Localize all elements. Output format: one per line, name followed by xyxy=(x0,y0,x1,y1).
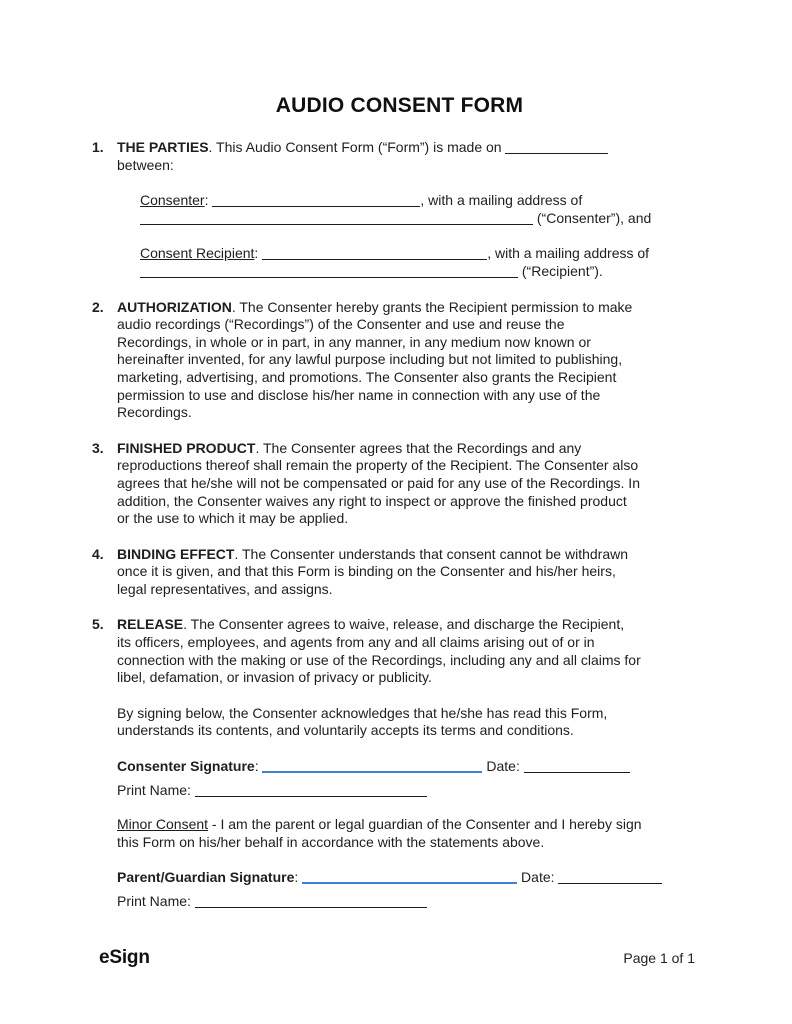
text-run: . The Consenter agrees that the Recordings and any xyxy=(255,439,582,456)
section-number: 1. xyxy=(92,139,104,155)
document-body xyxy=(92,139,707,911)
esign-logo: eSign xyxy=(99,947,150,968)
bold-label: BINDING EFFECT xyxy=(117,545,235,562)
bold-label: Consenter Signature xyxy=(117,758,255,775)
section-text xyxy=(117,546,707,599)
blank-line xyxy=(262,247,487,260)
acknowledgement-paragraph xyxy=(117,705,707,740)
recipient-clause xyxy=(140,245,707,280)
consenter-signature-field[interactable] xyxy=(262,760,482,773)
section-number: 5. xyxy=(92,616,104,633)
text-run: permission to use and disclose his/her name in connection with any use of the xyxy=(117,386,601,403)
blank-line xyxy=(195,784,427,797)
page-number: Page 1 of 1 xyxy=(623,950,695,966)
underlined-label: Consenter xyxy=(140,192,205,209)
text-run: By signing below, the Consenter acknowledges that he/she has read this Form, xyxy=(117,704,608,721)
text-run: - I am the parent or legal guardian of the Consenter and I hereby sign xyxy=(208,816,642,833)
consenter-print-name-row xyxy=(117,782,707,800)
text-run: , with a mailing address of xyxy=(487,245,650,262)
consenter-clause xyxy=(140,192,707,227)
guardian-signature-field[interactable] xyxy=(302,871,517,884)
guardian-print-name-row xyxy=(117,893,707,911)
text-run: (“Recipient”). xyxy=(518,262,603,279)
text-run: . The Consenter agrees to waive, release, and discharge the Recipient, xyxy=(183,616,625,633)
text-run: : xyxy=(254,245,263,262)
bold-label: AUTHORIZATION xyxy=(117,298,232,315)
text-run: Date: xyxy=(517,869,559,886)
text-run: (“Consenter”), and xyxy=(533,209,652,226)
section-number: 3. xyxy=(92,439,104,456)
section-finished-product xyxy=(92,440,707,528)
section-the-parties xyxy=(92,139,707,174)
guardian-signature-row xyxy=(117,869,707,887)
blank-line xyxy=(524,760,630,773)
text-run: Recordings, in whole or in part, in any manner, in any medium now known or xyxy=(117,333,591,350)
text-run: this Form on his/her behalf in accordance with the statements above. xyxy=(117,833,545,850)
text-run: audio recordings (“Recordings”) of the Consenter and use and reuse the xyxy=(117,316,565,333)
blank-line xyxy=(558,871,662,884)
blank-line xyxy=(505,141,608,154)
text-run: : xyxy=(204,192,213,209)
text-run: reproductions thereof shall remain the property of the Recipient. The Consenter also xyxy=(117,457,639,474)
section-authorization xyxy=(92,299,707,422)
consenter-signature-row xyxy=(117,758,707,776)
text-run: marketing, advertising, and promotions. The Consenter also grants the Recipient xyxy=(117,368,617,385)
text-run: understands its contents, and voluntarily accepts its terms and conditions. xyxy=(117,722,574,739)
text-run: , with a mailing address of xyxy=(420,192,583,209)
section-text xyxy=(117,440,707,528)
text-run: . This Audio Consent Form (“Form”) is made on xyxy=(208,139,506,155)
text-run: Print Name: xyxy=(117,893,195,909)
text-run: once it is given, and that this Form is binding on the Consenter and his/her heirs, xyxy=(117,563,616,580)
text-run: agrees that he/she will not be compensated or paid for any use of the Recordings. In xyxy=(117,474,640,491)
section-text xyxy=(117,299,707,422)
text-run: . The Consenter understands that consent cannot be withdrawn xyxy=(234,545,628,562)
text-run: . The Consenter hereby grants the Recipient permission to make xyxy=(231,298,633,315)
bold-label: Parent/Guardian Signature xyxy=(117,869,295,886)
section-text xyxy=(117,139,707,174)
text-run: addition, the Consenter waives any right to inspect or approve the finished product xyxy=(117,492,627,509)
section-text xyxy=(117,616,707,686)
underlined-label: Minor Consent xyxy=(117,816,209,833)
bold-label: RELEASE xyxy=(117,616,184,633)
bold-label: FINISHED PRODUCT xyxy=(117,439,256,456)
document-title: AUDIO CONSENT FORM xyxy=(275,94,524,117)
blank-line xyxy=(140,212,533,225)
text-run: or the use to which it may be applied. xyxy=(117,510,349,527)
page-footer xyxy=(99,949,695,968)
text-run: : xyxy=(254,758,263,775)
bold-label: THE PARTIES xyxy=(117,139,209,155)
blank-line xyxy=(195,895,427,908)
section-number: 4. xyxy=(92,545,104,562)
section-binding-effect xyxy=(92,546,707,599)
section-release xyxy=(92,616,707,686)
text-run: libel, defamation, or invasion of privacy or publicity. xyxy=(117,669,432,686)
text-run: connection with the making or use of the Recordings, including any and all claims for xyxy=(117,651,641,668)
blank-line xyxy=(212,194,420,207)
text-run: hereinafter invented, for any lawful purpose including but not limited to publishing, xyxy=(117,351,623,368)
text-run: : xyxy=(294,869,303,886)
blank-line xyxy=(140,265,518,278)
text-run: Print Name: xyxy=(117,781,195,798)
text-run: between: xyxy=(117,156,174,173)
text-run: its officers, employees, and agents from any and all claims arising out of or in xyxy=(117,634,595,651)
section-number: 2. xyxy=(92,298,104,315)
text-run: Date: xyxy=(482,758,524,775)
underlined-label: Consent Recipient xyxy=(140,245,255,262)
text-run: legal representatives, and assigns. xyxy=(117,580,333,597)
text-run: Recordings. xyxy=(117,404,192,421)
minor-consent-paragraph xyxy=(117,816,707,851)
